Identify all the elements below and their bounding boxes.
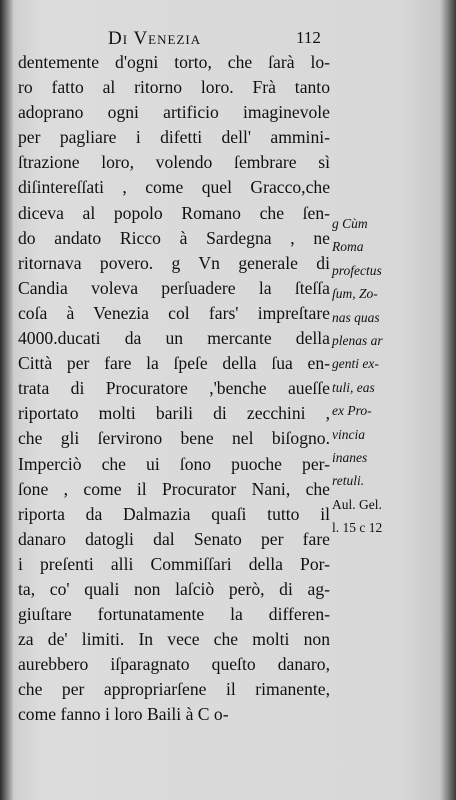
text-line: per pagliare i difetti dell' ammini- [18,127,330,148]
note-line: Roma [332,239,364,255]
note-line: g Cùm [332,216,368,231]
note-line: ſum, Zo- [332,286,378,302]
note-line: vincia [332,426,365,442]
text-line: come fanno i loro Baili à C o- [18,704,229,725]
note-line: retuli. [332,473,365,489]
text-line: che per appropriarſene il rimanente, [18,679,330,700]
note-line: profectus [332,262,382,278]
text-line: dentemente d'ogni torto, che ſarà lo- [18,52,330,72]
note-line: plenas ar [332,333,383,349]
text-line: Candia voleva perſuadere la ſteſſa [18,277,330,298]
text-line: ſone , come il Procurator Nani, che [18,478,330,499]
note-line: l. 15 c 12 [332,520,383,536]
text-line: giuſtare fortunatamente la differen- [18,604,330,625]
note-line: genti ex- [332,356,379,372]
text-line: Città per fare la ſpeſe della ſua en- [18,353,330,374]
text-line: coſa à Venezia col fars' impreſtare [18,302,330,323]
text-line: za de' limiti. In vece che molti non [18,629,330,650]
note-line: nas quas [332,309,380,325]
text-line: do andato Ricco à Sardegna , ne [18,227,330,248]
text-line: aurebbero iſparagnato queſto danaro, [18,654,330,675]
text-line: trata di Procuratore ,'benche aueſſe [18,378,330,399]
note-line: tuli, eas [332,379,375,395]
page-number: 112 [296,28,321,47]
note-line: inanes [332,450,368,466]
text-line: ritornava povero. g Vn generale di [18,252,330,273]
running-head: Di Venezia [108,28,202,49]
note-line: Aul. Gel. [332,496,382,512]
text-line: riporta da Dalmazia quaſi tutto il [18,503,330,524]
text-line: diſintereſſati , come quel Gracco,che [18,177,330,198]
text-line: i preſenti alli Commiſſari della Por- [18,553,330,574]
text-line: che gli ſervirono bene nel biſogno. [18,428,330,449]
page-header [0,28,456,52]
text-line: 4000.ducati da un mercante della [18,328,330,349]
text-line: Imperciò che ui ſono puoche per- [18,453,330,474]
text-line: ſtrazione loro, volendo ſembrare sì [18,152,330,173]
text-line: ro fatto al ritorno loro. Frà tanto [18,77,330,98]
text-line: diceva al popolo Romano che ſen- [18,202,330,223]
text-line: danaro datogli dal Senato per fare [18,528,330,549]
text-line: riportato molti barili di zecchini , [18,403,330,424]
text-line: adoprano ogni artificio imaginevole [18,102,330,123]
text-line: ta, co' quali non laſciò però, di ag- [18,578,330,599]
main-text-block [18,50,330,728]
marginal-note [332,212,442,540]
note-line: ex Pro- [332,403,372,419]
